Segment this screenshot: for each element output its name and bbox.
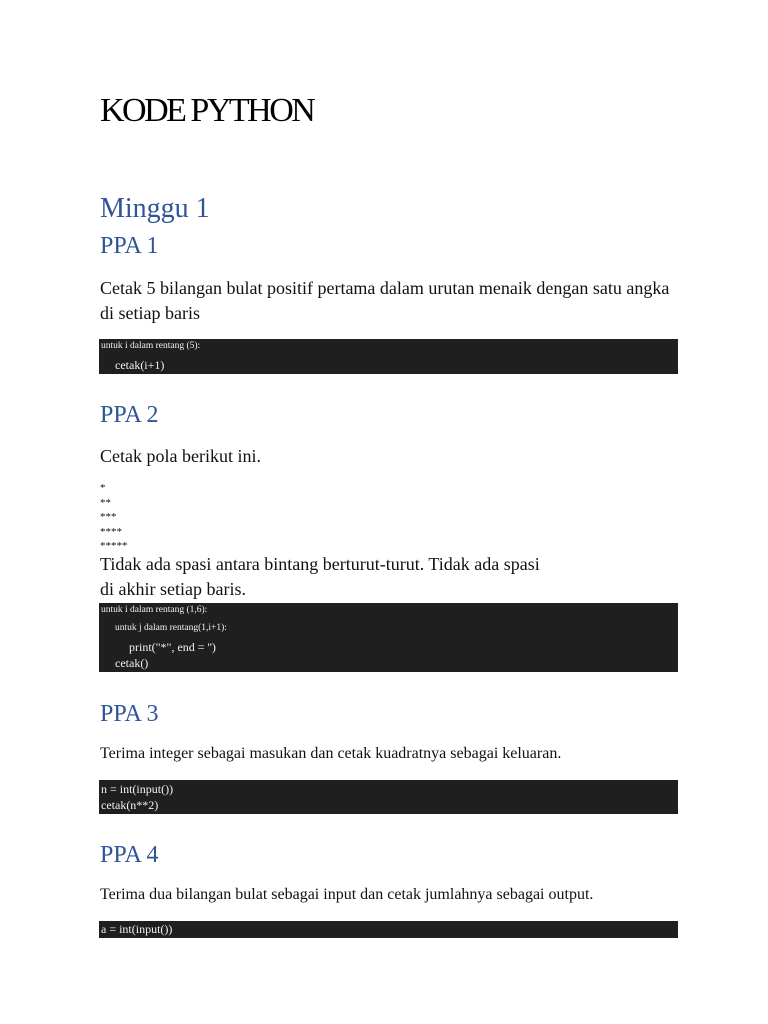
code-line: a = int(input()) [101,922,173,936]
ppa2-note [100,552,720,602]
pattern-row: ** [100,496,111,509]
ppa2-description: Cetak pola berikut ini. [100,446,261,466]
pattern-row: * [100,482,106,494]
ppa2-note-line2: di akhir setiap baris. [100,579,246,599]
code-line: untuk i dalam rentang (1,6): [101,605,208,615]
code-line: n = int(input()) [101,782,174,796]
ppa2-code-block [99,603,678,672]
ppa3-code-block [99,780,678,814]
code-line: untuk i dalam rentang (5): [101,341,201,351]
pattern-row: *** [100,511,117,523]
pattern-row: ***** [100,540,128,552]
ppa2-star-pattern [100,481,128,554]
ppa1-heading: PPA 1 [100,233,159,259]
code-line: untuk j dalam rentang(1,i+1): [115,623,227,633]
ppa1-description [100,276,720,326]
document-title: KODE PYTHON [100,92,314,129]
code-line: cetak(n**2) [101,798,159,812]
ppa1-description-line2: di setiap baris [100,303,200,323]
ppa1-description-line1: Cetak 5 bilangan bulat positif pertama dalam urutan menaik dengan satu angka [100,278,670,298]
code-line: cetak() [115,656,149,670]
ppa3-heading: PPA 3 [100,701,159,727]
code-line: cetak(i+1) [115,358,165,372]
ppa2-note-line1: Tidak ada spasi antara bintang berturut-turut. Tidak ada spasi [100,554,540,574]
ppa4-heading: PPA 4 [100,842,159,868]
ppa1-code-block [99,339,678,374]
ppa4-code-block [99,921,678,938]
week-heading: Minggu 1 [100,193,210,224]
pattern-row: **** [100,525,122,538]
ppa3-description: Terima integer sebagai masukan dan cetak kuadratnya sebagai keluaran. [100,745,562,762]
ppa2-heading: PPA 2 [100,402,159,428]
code-line: print("*", end = '') [129,640,216,654]
ppa4-description: Terima dua bilangan bulat sebagai input dan cetak jumlahnya sebagai output. [100,886,594,903]
